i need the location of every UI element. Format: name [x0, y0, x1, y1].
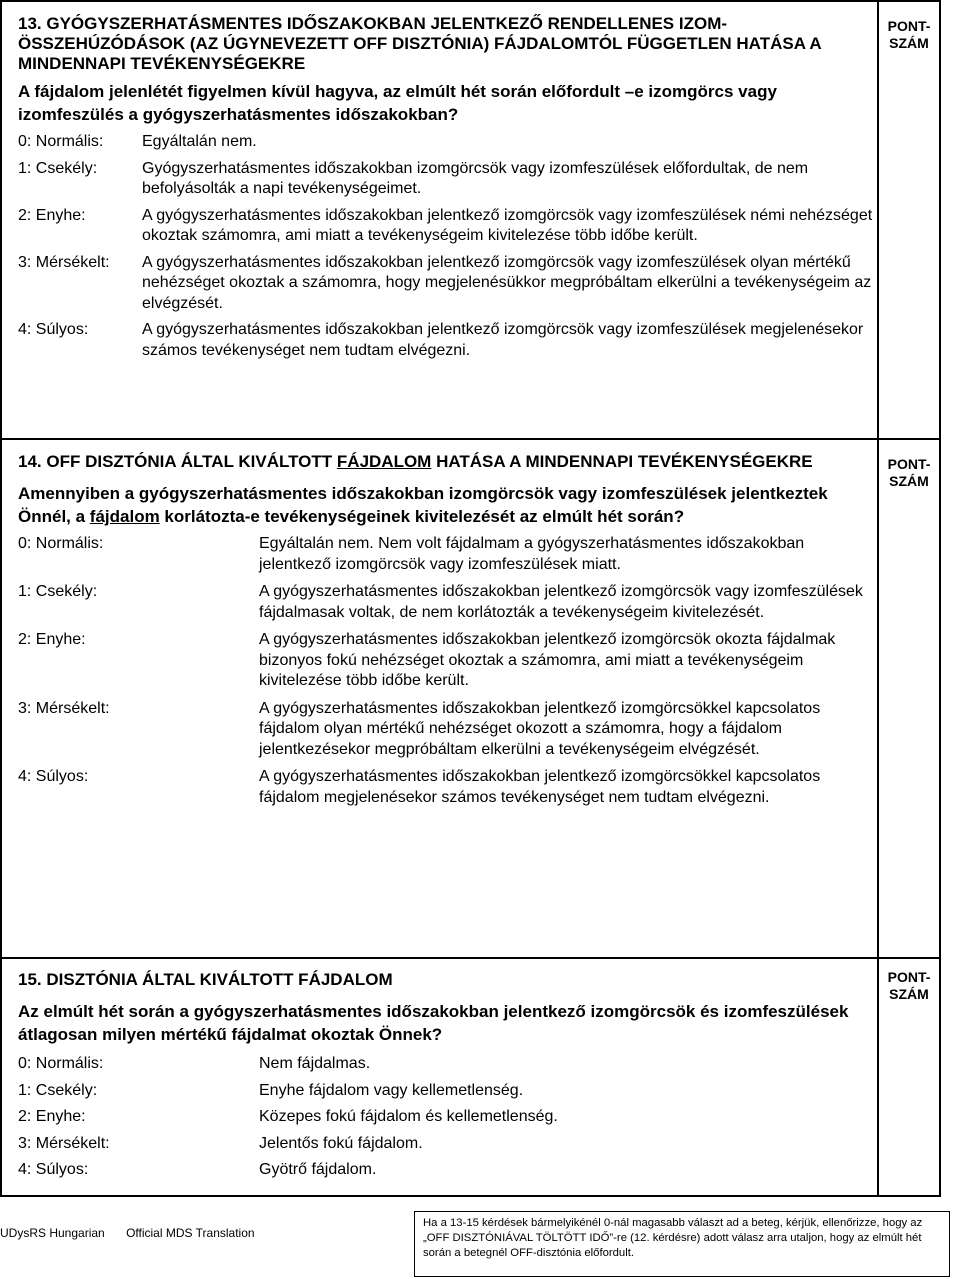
option-row [18, 132, 873, 153]
option-label: 0: Normális: [18, 1055, 104, 1072]
section-question: A fájdalom jelenlétét figyelmen kívül hagyva, az elmúlt hét során előfordult –e izomgörcs vagy izomfeszülés a gyógyszerhatásmentes időszakokban? [18, 82, 777, 124]
option-label: 4: Súlyos: [18, 1161, 89, 1178]
option-text: Jelentős fokú fájdalom. [259, 1134, 423, 1152]
section-divider [0, 957, 941, 959]
score-box-label-14 [879, 456, 939, 490]
option-row [18, 1160, 873, 1181]
option-text: Közepes fokú fájdalom és kellemetlenség. [259, 1108, 558, 1125]
option-text: Gyógyszerhatásmentes időszakokban izomgörcsök vagy izomfeszülések előfordultak, de nem befolyásolták a napi tevékenységeimet. [142, 159, 809, 197]
option-row [18, 159, 873, 200]
option-label: 1: Csekély: [18, 1081, 98, 1099]
option-label: 1: Csekély: [18, 159, 98, 177]
option-label: 3: Mérsékelt: [18, 253, 110, 271]
option-text: A gyógyszerhatásmentes időszakokban jelentkező izomgörcsökkel kapcsolatos fájdalom megjelenésekor számos tevékenységet nem tudtam elvégezni. [259, 768, 821, 806]
score-box-label-13 [879, 18, 939, 52]
option-label: 2: Enyhe: [18, 1108, 86, 1125]
option-label: 2: Enyhe: [18, 631, 86, 648]
option-text: A gyógyszerhatásmentes időszakokban jelentkező izomgörcsök vagy izomfeszülések olyan mértékű nehézséget okoztak a számomra, hogy megjelenésükkor megpróbáltam elkerülni a tevékenységeim az elvégzését. [142, 253, 872, 312]
question-underlined: fájdalom [89, 507, 160, 526]
section-question [18, 482, 873, 528]
option-row [18, 1054, 873, 1075]
option-label: 3: Mérsékelt: [18, 699, 110, 717]
option-text: Egyáltalán nem. Nem volt fájdalmam a gyógyszerhatásmentes időszakokban jelentkező izomgörcsök vagy izomfeszülések miatt. [259, 535, 805, 573]
section-title: 15. DISZTÓNIA ÁLTAL KIVÁLTOTT FÁJDALOM [18, 970, 393, 989]
option-row [18, 630, 873, 692]
title-part: HATÁSA A MINDENNAPI TEVÉKENYSÉGEKRE [431, 452, 813, 471]
question-part: Amennyiben a gyógyszerhatásmentes időszakokban izomgörcsök vagy izomfeszülések jelentkeztek Önnél, a [18, 484, 828, 526]
option-row [18, 206, 873, 247]
score-label: PONT- SZÁM [887, 969, 931, 1002]
column-separator [877, 0, 879, 1197]
option-row [18, 699, 873, 761]
option-label: 0: Normális: [18, 133, 104, 150]
score-label: PONT- SZÁM [887, 18, 931, 51]
score-box-label-15 [879, 969, 939, 1003]
option-row [18, 1081, 873, 1102]
option-row [18, 320, 873, 361]
section-15 [18, 970, 873, 1187]
option-text: A gyógyszerhatásmentes időszakokban jelentkező izomgörcsök vagy izomfeszülések megjelenésekor számos tevékenységet nem tudtam elvégezni. [142, 321, 864, 359]
option-list [18, 1054, 873, 1181]
option-text: A gyógyszerhatásmentes időszakokban jelentkező izomgörcsök vagy izomfeszülések fájdalmasak voltak, de nem korlátozták a tevékenységeim kivitelezését. [259, 583, 863, 621]
option-label: 2: Enyhe: [18, 206, 86, 224]
option-row [18, 253, 873, 315]
option-text: Gyötrő fájdalom. [259, 1161, 377, 1178]
option-label: 0: Normális: [18, 535, 104, 552]
footer-note-box [414, 1211, 950, 1277]
footer-note-text: Ha a 13-15 kérdések bármelyikénél 0-nál magasabb választ ad a beteg, kérjük, ellenőrizze, hogy az „OFF DISZTÓNIÁVAL TÖLTÖTT IDŐ”-re (12. kérdésre) adott válasz arra utaljon, hogy az elmúlt hét során a betegnél OFF-disztónia előfordult. [423, 1217, 923, 1259]
footer-scale-name: UDysRS Hungarian [0, 1226, 105, 1240]
option-text: A gyógyszerhatásmentes időszakokban jelentkező izomgörcsök okozta fájdalmak bizonyos fokú nehézséget okoztak a számomra, ami miatt a tevékenységeim kivitelezése több időbe került. [259, 631, 836, 689]
option-label: 1: Csekély: [18, 583, 98, 600]
section-title: 13. GYÓGYSZERHATÁSMENTES IDŐSZAKOKBAN JELENTKEZŐ RENDELLENES IZOM-ÖSSZEHÚZÓDÁSOK (AZ ÚGYNEVEZETT OFF DISZTÓNIA) FÁJDALOMTÓL FÜGGETLEN HATÁSA A MINDENNAPI TEVÉKENYSÉGEKRE [18, 14, 822, 73]
section-divider [0, 438, 941, 440]
option-text: A gyógyszerhatásmentes időszakokban jelentkező izomgörcsök vagy izomfeszülések némi nehézséget okoztak számomra, ami miatt a tevékenységeim kivitelezése több időbe került. [142, 206, 873, 244]
option-row [18, 1134, 873, 1155]
option-row [18, 1107, 873, 1128]
option-row [18, 582, 873, 623]
option-text: A gyógyszerhatásmentes időszakokban jelentkező izomgörcsökkel kapcsolatos fájdalom olyan mértékű nehézséget okozott a számomra, hogy a fájdalom jelentkezésekor megpróbáltam elkerülni a tevékenységeim elvégzését. [259, 699, 821, 758]
option-text: Enyhe fájdalom vagy kellemetlenség. [259, 1081, 524, 1099]
score-label: PONT- SZÁM [887, 456, 931, 489]
title-part: 14. OFF DISZTÓNIA ÁLTAL KIVÁLTOTT [18, 452, 337, 471]
option-row [18, 767, 873, 808]
section-title [18, 452, 873, 472]
footer-left [0, 1226, 273, 1240]
option-row [18, 534, 873, 575]
section-13 [18, 14, 873, 367]
footer-translation-note: Official MDS Translation [126, 1226, 255, 1240]
option-list [18, 132, 873, 361]
option-label: 4: Súlyos: [18, 321, 89, 338]
section-14 [18, 452, 873, 815]
title-underlined: FÁJDALOM [336, 452, 432, 471]
option-label: 3: Mérsékelt: [18, 1134, 110, 1152]
option-label: 4: Súlyos: [18, 768, 89, 785]
option-text: Nem fájdalmas. [259, 1055, 371, 1072]
section-question: Az elmúlt hét során a gyógyszerhatásmentes időszakokban jelentkező izomgörcsök és izomfeszülések átlagosan milyen mértékű fájdalmat okoztak Önnek? [18, 1002, 849, 1044]
question-part: korlátozta-e tevékenységeinek kivitelezését az elmúlt hét során? [159, 507, 685, 526]
option-list [18, 534, 873, 808]
option-text: Egyáltalán nem. [142, 133, 257, 150]
